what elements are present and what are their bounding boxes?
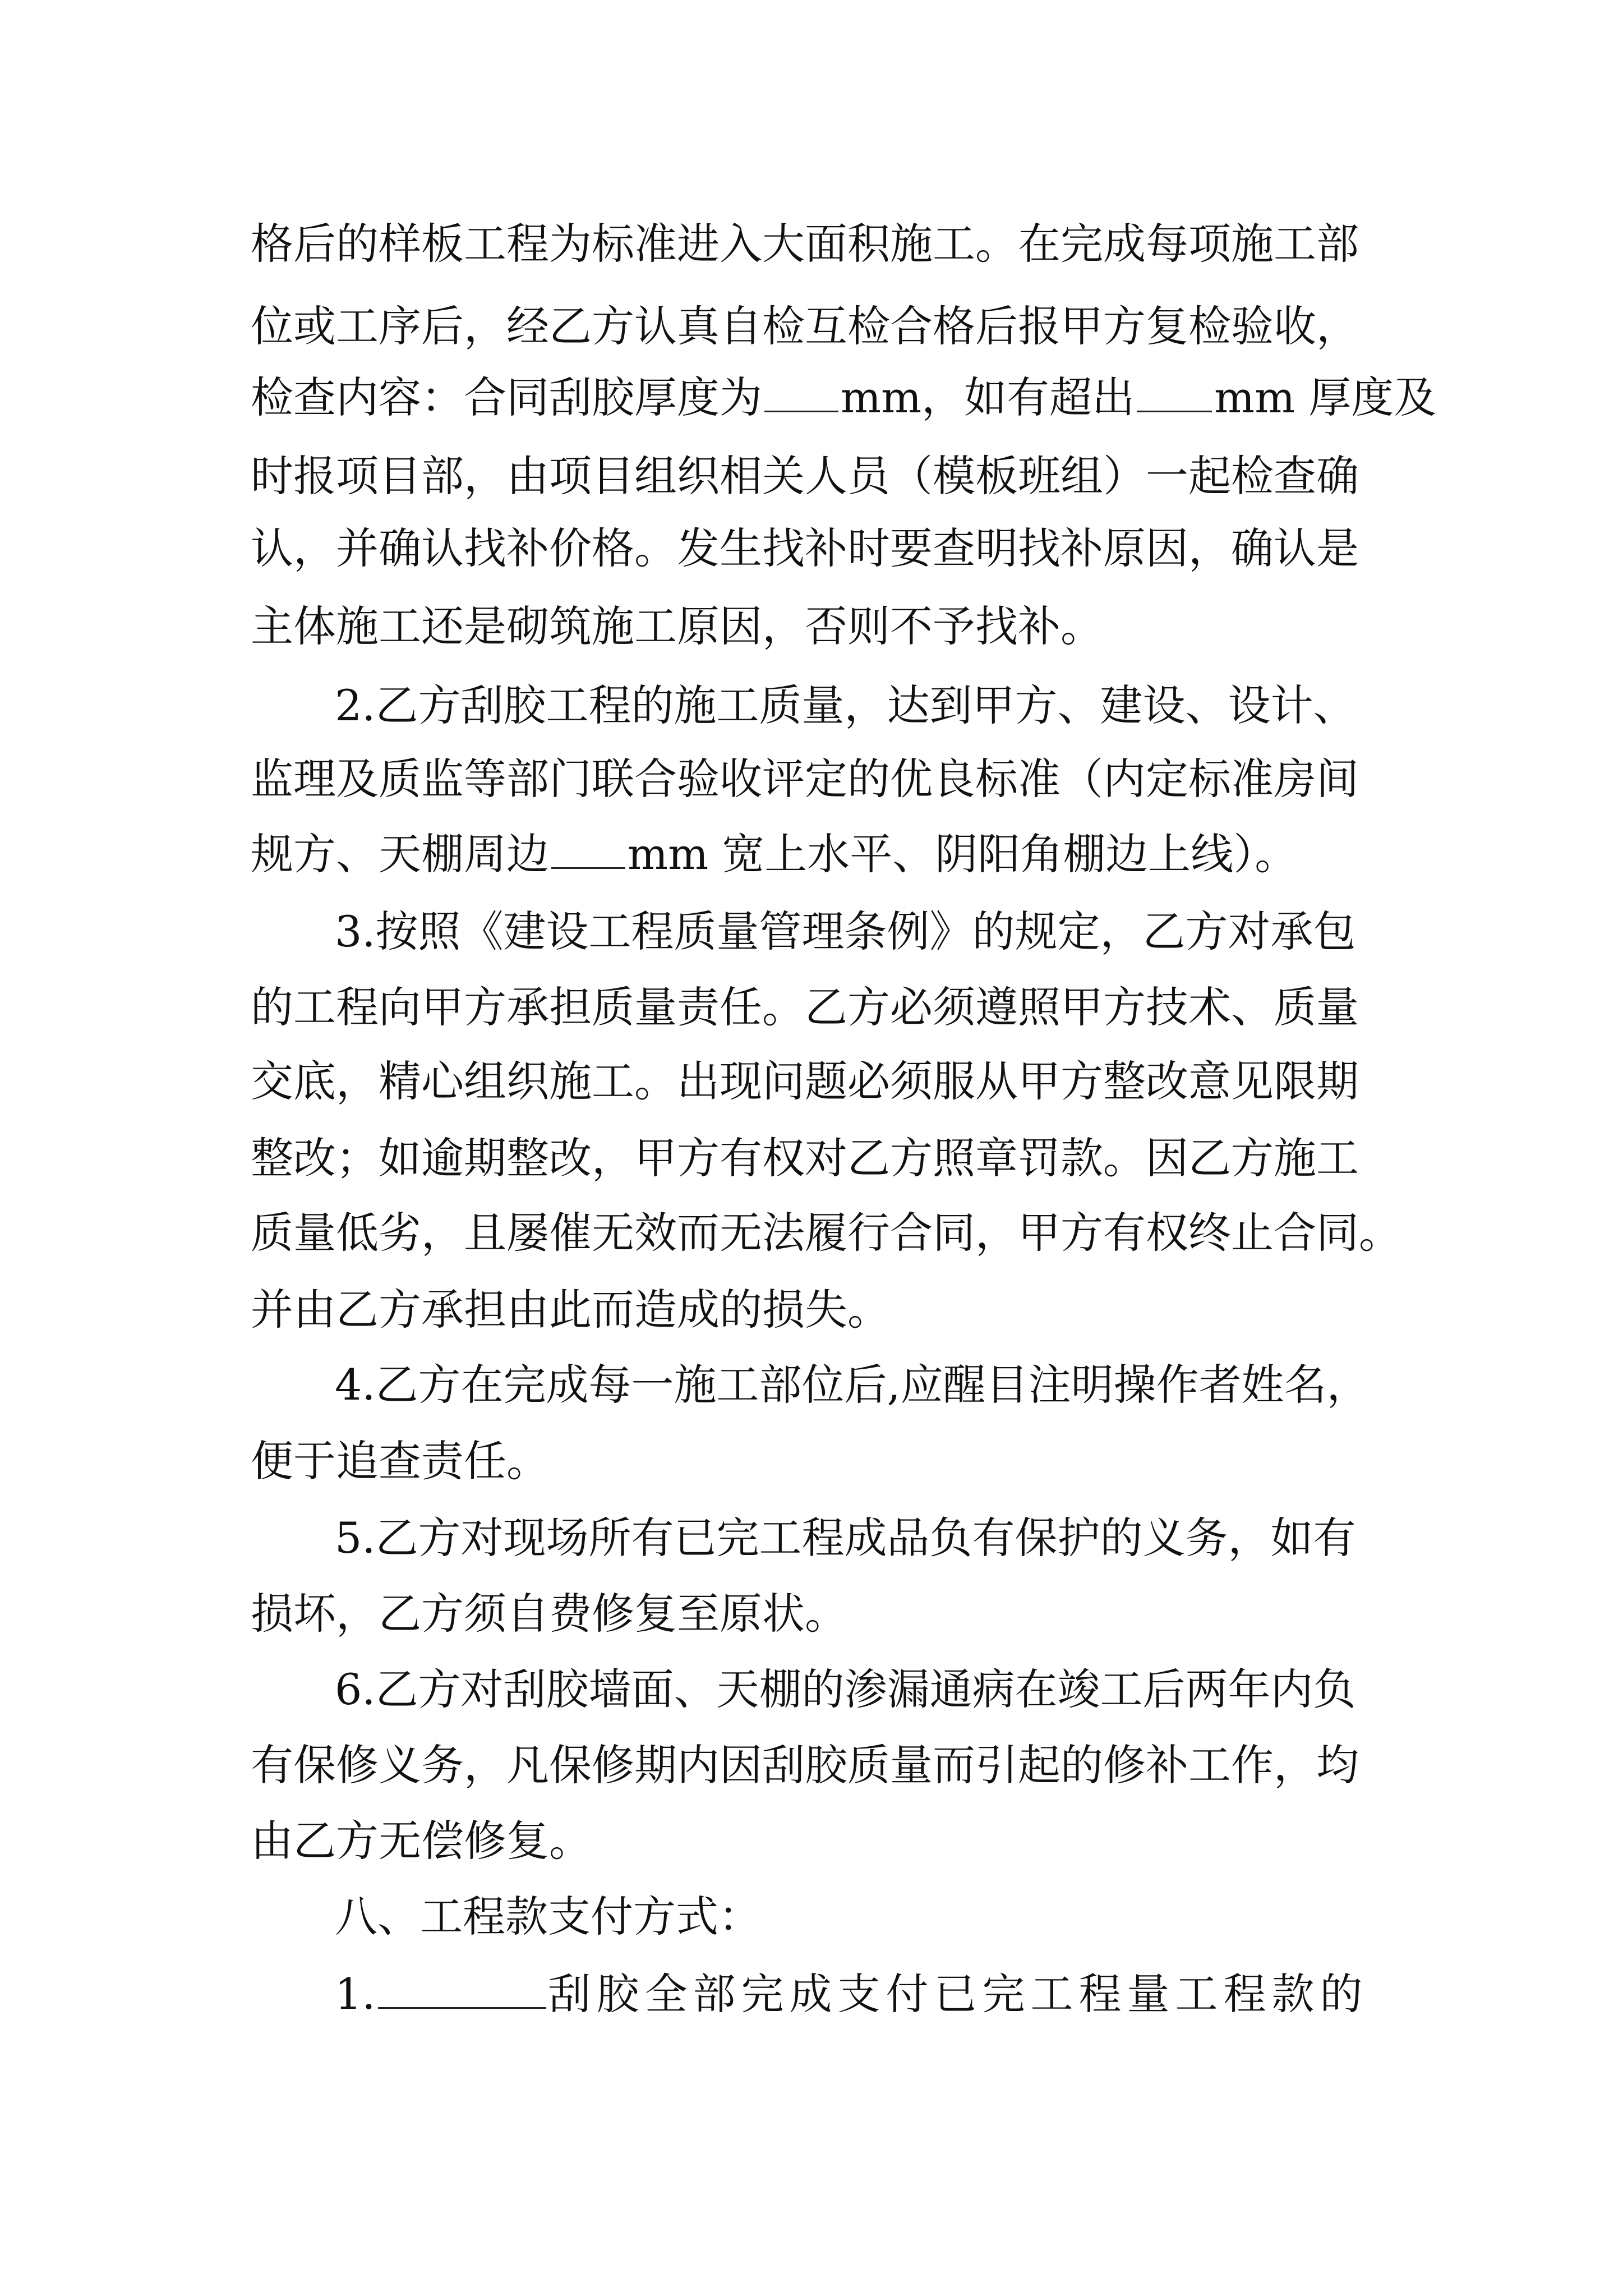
paragraph-line: 6.乙方对刮胶墙面、天棚的渗漏通病在竣工后两年内负 bbox=[335, 1664, 1356, 1714]
fill-blank[interactable] bbox=[551, 830, 625, 869]
paragraph-line: 认，并确认找补价格。发生找补时要查明找补原因，确认是 bbox=[251, 523, 1359, 573]
paragraph-line: 5.乙方对现场所有已完工程成品负有保护的义务，如有 bbox=[335, 1513, 1356, 1563]
paragraph-line: 时报项目部，由项目组织相关人员（模板班组）一起检查确 bbox=[251, 451, 1359, 501]
fill-blank[interactable] bbox=[378, 1970, 546, 2009]
paragraph-line: 规方、天棚周边 mm 宽上水平、阴阳角棚边上线）。 bbox=[251, 829, 1298, 879]
paragraph-line: 1. 刮胶全部完成支付已完工程量工程款的 bbox=[335, 1969, 1368, 2019]
paragraph-line: 监理及质监等部门联合验收评定的优良标准（内定标准房间 bbox=[251, 754, 1359, 804]
paragraph-line: 便于追查责任。 bbox=[251, 1436, 549, 1486]
paragraph-line: 2.乙方刮胶工程的施工质量，达到甲方、建设、设计、 bbox=[335, 680, 1356, 730]
paragraph-line: 的工程向甲方承担质量责任。乙方必须遵照甲方技术、质量 bbox=[251, 982, 1359, 1032]
section-heading: 八、工程款支付方式： bbox=[335, 1892, 761, 1941]
paragraph-line: 质量低劣，且屡催无效而无法履行合同，甲方有权终止合同。 bbox=[251, 1208, 1401, 1258]
paragraph-line: 并由乙方承担由此而造成的损失。 bbox=[251, 1285, 890, 1335]
paragraph-line: 由乙方无偿修复。 bbox=[251, 1816, 592, 1866]
paragraph-line: 格后的样板工程为标准进入大面积施工。在完成每项施工部 bbox=[251, 219, 1359, 269]
paragraph-line: 主体施工还是砌筑施工原因，否则不予找补。 bbox=[251, 601, 1103, 651]
paragraph-line: 整改；如逾期整改，甲方有权对乙方照章罚款。因乙方施工 bbox=[251, 1133, 1359, 1183]
paragraph-line: 4.乙方在完成每一施工部位后,应醒目注明操作者姓名， bbox=[335, 1360, 1370, 1410]
fill-blank[interactable] bbox=[1137, 374, 1212, 412]
paragraph-line: 损坏，乙方须自费修复至原状。 bbox=[251, 1589, 847, 1639]
paragraph-line: 位或工序后，经乙方认真自检互检合格后报甲方复检验收， bbox=[251, 301, 1359, 351]
paragraph-line: 有保修义务，凡保修期内因刮胶质量而引起的修补工作，均 bbox=[251, 1740, 1359, 1790]
paragraph-line: 3.按照《建设工程质量管理条例》的规定，乙方对承包 bbox=[335, 907, 1356, 956]
paragraph-line: 交底，精心组织施工。出现问题必须服从甲方整改意见限期 bbox=[251, 1056, 1359, 1106]
paragraph-line: 检查内容：合同刮胶厚度为 mm，如有超出 mm 厚度及 bbox=[251, 372, 1437, 422]
fill-blank[interactable] bbox=[764, 374, 838, 412]
